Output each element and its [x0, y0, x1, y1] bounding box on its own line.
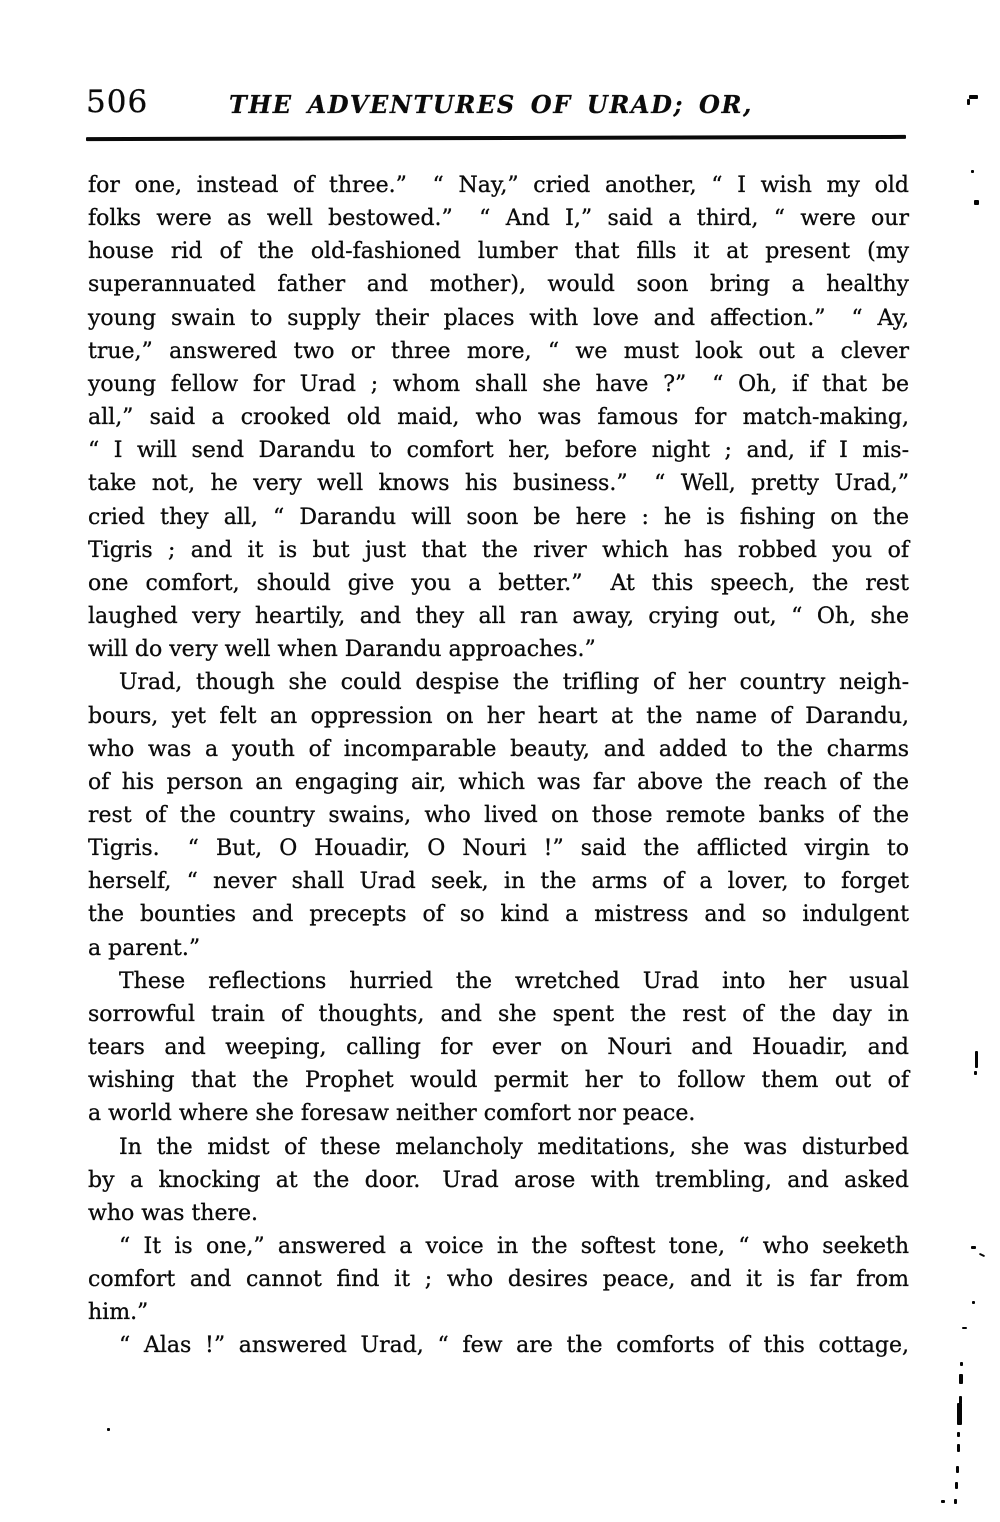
text-line: house rid of the old-fashioned lumber that fills it at present (my: [88, 239, 909, 265]
text-line: Tigris. “ But, O Houadir, O Nouri !” said the afflicted virgin to: [88, 836, 909, 862]
scan-artifact: [959, 1374, 963, 1384]
text-line: will do very well when Darandu approaches.”: [88, 637, 596, 663]
page-number: 506: [86, 84, 149, 120]
scan-artifact: [979, 1253, 985, 1257]
text-line: a world where she foresaw neither comfort nor peace.: [88, 1101, 696, 1127]
scan-artifact: [962, 1327, 967, 1329]
scan-artifact: [972, 1301, 975, 1304]
text-line: folks were as well bestowed.” “ And I,” said a third, “ were our: [88, 206, 909, 232]
text-line: true,” answered two or three more, “ we must look out a clever: [88, 338, 909, 364]
text-line: cried they all, “ Darandu will soon be here : he is fishing on the: [88, 504, 909, 530]
page-body: [88, 169, 909, 1363]
text-line: “ It is one,” answered a voice in the softest tone, “ who seeketh: [119, 1234, 909, 1259]
scan-artifact: [974, 1071, 977, 1075]
text-line: wishing that the Prophet would permit her to follow them out of: [88, 1068, 909, 1094]
text-line: who was there.: [88, 1200, 259, 1226]
text-line: take not, he very well knows his business.” “ Well, pretty Urad,”: [88, 471, 909, 497]
scan-artifact: [957, 1444, 960, 1452]
scan-artifact: [971, 1246, 976, 1249]
text-line: “ I will send Darandu to comfort her, before night ; and, if I mis-: [88, 438, 909, 464]
text-line: tears and weeping, calling for ever on Nouri and Houadir, and: [88, 1035, 909, 1061]
scan-artifact: [975, 1051, 978, 1068]
text-line: him.”: [88, 1300, 149, 1326]
text-line: superannuated father and mother), would soon bring a healthy: [88, 272, 909, 298]
text-line: young swain to supply their places with love and affection.” “ Ay,: [88, 305, 909, 331]
text-line: In the midst of these melancholy meditations, she was disturbed: [119, 1134, 909, 1160]
text-line: comfort and cannot find it ; who desires peace, and it is far from: [88, 1267, 909, 1293]
text-line: by a knocking at the door. Urad arose with trembling, and asked: [88, 1167, 909, 1193]
scan-artifact: [974, 200, 979, 205]
scan-artifact: [954, 1499, 957, 1504]
text-line: who was a youth of incomparable beauty, and added to the charms: [88, 736, 909, 762]
scan-artifact: [956, 1466, 959, 1473]
text-line: young fellow for Urad ; whom shall she have ?” “ Oh, if that be: [88, 371, 909, 397]
scan-artifact: [969, 95, 978, 99]
text-line: Tigris ; and it is but just that the river which has robbed you of: [88, 537, 909, 563]
text-line: Urad, though she could despise the trifling of her country neigh-: [119, 670, 909, 696]
scan-artifact: [107, 1428, 110, 1431]
text-line: all,” said a crooked old maid, who was famous for match-making,: [88, 405, 909, 431]
text-line: a parent.”: [88, 935, 201, 961]
scan-artifact: [955, 1482, 958, 1489]
text-line: sorrowful train of thoughts, and she spent the rest of the day in: [88, 1001, 909, 1027]
scan-artifact: [957, 1403, 962, 1425]
scan-artifact: [967, 99, 970, 105]
scan-artifact: [957, 1432, 960, 1437]
text-line: of his person an engaging air, which was far above the reach of the: [88, 769, 909, 795]
text-line: the bounties and precepts of so kind a mistress and so indulgent: [88, 902, 909, 928]
text-line: one comfort, should give you a better.” At this speech, the rest: [88, 570, 909, 596]
scan-artifact: [941, 1500, 945, 1503]
text-line: rest of the country swains, who lived on those remote banks of the: [88, 802, 909, 828]
text-line: laughed very heartily, and they all ran away, crying out, “ Oh, she: [88, 604, 909, 630]
text-line: herself, “ never shall Urad seek, in the arms of a lover, to forget: [88, 869, 909, 895]
header-rule: [86, 135, 906, 141]
text-line: These reflections hurried the wretched Urad into her usual: [119, 968, 909, 994]
scan-artifact: [960, 1362, 963, 1366]
text-line: bours, yet felt an oppression on her heart at the name of Darandu,: [88, 703, 909, 729]
text-line: for one, instead of three.” “ Nay,” cried another, “ I wish my old: [88, 173, 909, 198]
running-title: THE ADVENTURES OF URAD; OR,: [229, 90, 753, 119]
scan-artifact: [971, 170, 974, 173]
text-line: “ Alas !” answered Urad, “ few are the comforts of this cottage,: [119, 1333, 909, 1359]
